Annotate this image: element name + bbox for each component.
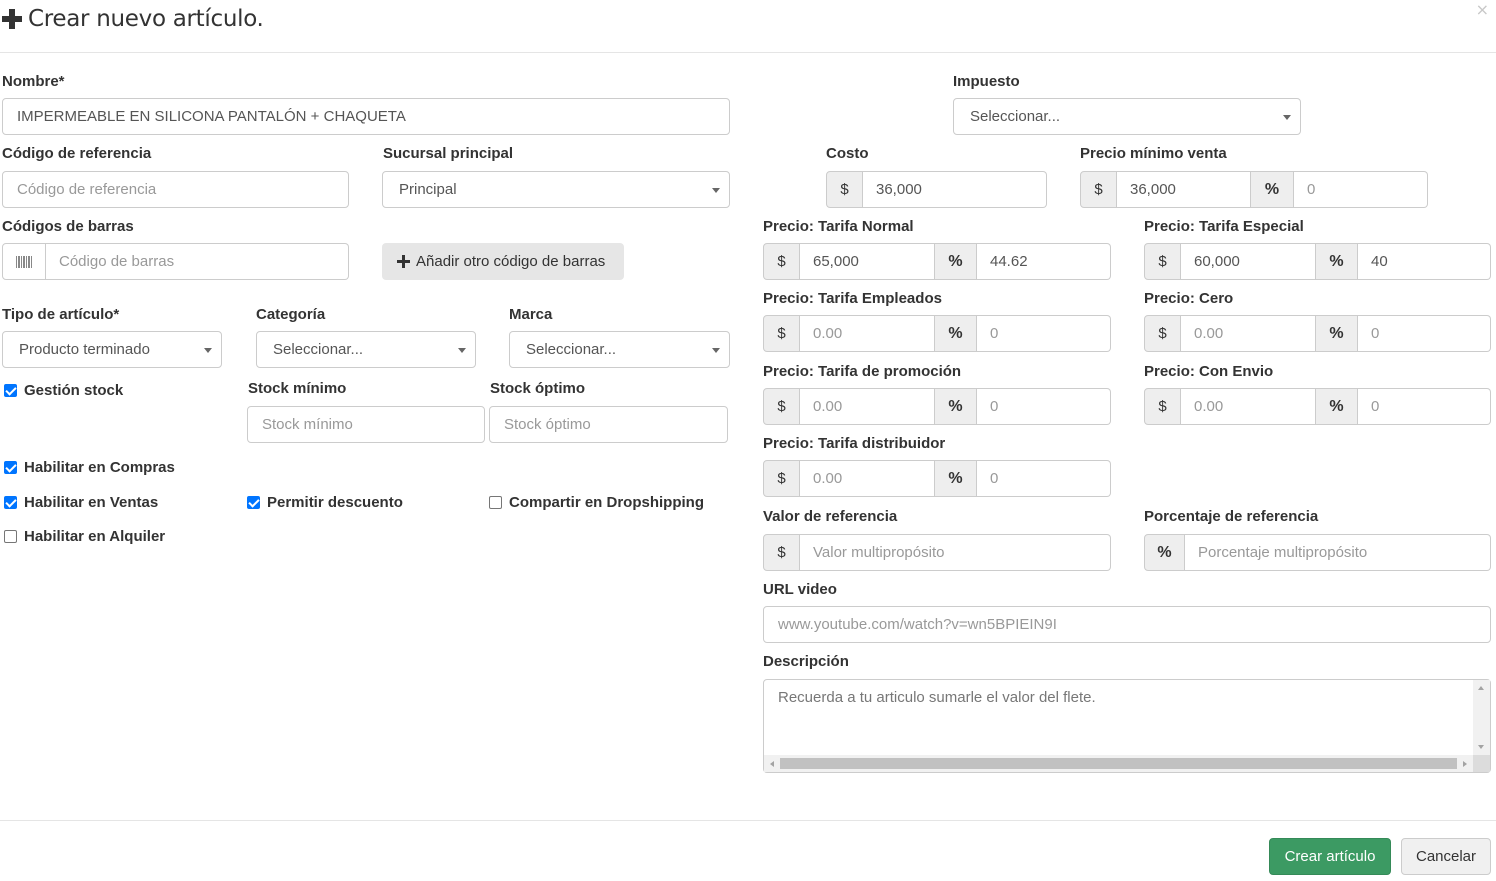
permitir-descuento-checkbox[interactable]: [247, 494, 403, 511]
nombre-input[interactable]: IMPERMEABLE EN SILICONA PANTALÓN + CHAQUETA: [2, 98, 730, 135]
scroll-thumb[interactable]: [780, 758, 1457, 769]
tarifa-label: Precio: Tarifa Empleados: [763, 290, 942, 307]
compartir-dropshipping-label: Compartir en Dropshipping: [509, 494, 704, 511]
tarifa-group: [763, 315, 1111, 352]
costo-label: Costo: [826, 145, 869, 162]
modal-header: [0, 0, 1496, 53]
dollar-addon: $: [826, 171, 863, 208]
url-video-input[interactable]: www.youtube.com/watch?v=wn5BPIEIN9I: [763, 606, 1491, 643]
tarifa-label: Precio: Tarifa Especial: [1144, 218, 1304, 235]
percent-addon: %: [1144, 534, 1185, 571]
tarifa-label: Precio: Tarifa de promoción: [763, 363, 962, 380]
tipo-articulo-label: Tipo de artículo*: [2, 306, 120, 323]
plus-icon: [2, 9, 22, 29]
percent-addon: %: [935, 388, 977, 425]
tarifa-group: [1144, 388, 1491, 425]
tarifa-label: Precio: Tarifa Normal: [763, 218, 914, 235]
codigo-barras-input[interactable]: Código de barras: [46, 243, 349, 280]
resize-handle[interactable]: [1473, 755, 1490, 772]
costo-input[interactable]: 36,000: [863, 171, 1047, 208]
modal-title-text: Crear nuevo artículo.: [28, 6, 264, 32]
tarifa-price-input[interactable]: 65,000: [800, 243, 935, 280]
tarifa-pct-input[interactable]: 44.62: [977, 243, 1111, 280]
checkbox-checked-icon: [4, 496, 17, 509]
caret-down-icon: [712, 348, 720, 353]
horizontal-scrollbar[interactable]: [764, 755, 1473, 772]
plus-icon: [397, 255, 410, 268]
porcentaje-referencia-group: [1144, 534, 1491, 571]
precio-minimo-input[interactable]: 36,000: [1117, 171, 1251, 208]
footer-divider: [0, 820, 1496, 821]
porcentaje-referencia-input[interactable]: Porcentaje multipropósito: [1185, 534, 1491, 571]
impuesto-select[interactable]: [953, 98, 1301, 135]
codigo-referencia-input[interactable]: Código de referencia: [2, 171, 349, 208]
impuesto-value: Seleccionar...: [970, 108, 1061, 125]
nombre-label: Nombre*: [2, 73, 65, 90]
categoria-value: Seleccionar...: [273, 341, 364, 358]
checkbox-checked-icon: [4, 384, 17, 397]
codigo-referencia-label: Código de referencia: [2, 145, 152, 162]
tarifa-price-input[interactable]: 60,000: [1181, 243, 1316, 280]
habilitar-alquiler-checkbox[interactable]: [4, 528, 165, 545]
compartir-dropshipping-checkbox[interactable]: [489, 494, 704, 511]
tarifa-label: Precio: Tarifa distribuidor: [763, 435, 946, 452]
habilitar-compras-label: Habilitar en Compras: [24, 459, 175, 476]
close-icon[interactable]: ×: [1475, 0, 1489, 19]
percent-addon: %: [1316, 243, 1358, 280]
tarifa-group: [763, 460, 1111, 497]
dollar-addon: $: [1144, 388, 1181, 425]
tarifa-price-input[interactable]: 0.00: [800, 315, 935, 352]
dollar-addon: $: [1144, 243, 1181, 280]
precio-minimo-pct-input[interactable]: 0: [1294, 171, 1428, 208]
barcode-icon: [16, 256, 32, 268]
tarifa-pct-input[interactable]: 0: [977, 315, 1111, 352]
sucursal-select[interactable]: [382, 171, 730, 208]
habilitar-ventas-label: Habilitar en Ventas: [24, 494, 159, 511]
checkbox-checked-icon: [247, 496, 260, 509]
descripcion-textarea[interactable]: [763, 679, 1491, 773]
tarifa-pct-input[interactable]: 0: [977, 388, 1111, 425]
tarifa-pct-input[interactable]: 40: [1358, 243, 1491, 280]
tarifa-pct-input[interactable]: 0: [1358, 315, 1491, 352]
tarifa-group: [763, 243, 1111, 280]
dollar-addon: $: [763, 388, 800, 425]
dollar-addon: $: [1080, 171, 1117, 208]
dollar-addon: $: [763, 315, 800, 352]
dollar-addon: $: [763, 243, 800, 280]
tarifa-price-input[interactable]: 0.00: [800, 460, 935, 497]
percent-addon: %: [935, 460, 977, 497]
caret-down-icon: [204, 348, 212, 353]
dollar-addon: $: [1144, 315, 1181, 352]
scroll-right-icon[interactable]: [1463, 761, 1467, 767]
add-barcode-button[interactable]: [382, 243, 624, 280]
tarifa-pct-input[interactable]: 0: [1358, 388, 1491, 425]
tipo-articulo-select[interactable]: [2, 331, 222, 368]
sucursal-label: Sucursal principal: [383, 145, 514, 162]
codigo-barras-group: [2, 243, 349, 280]
checkbox-unchecked-icon: [489, 496, 502, 509]
tarifa-label: Precio: Con Envio: [1144, 363, 1274, 380]
descripcion-label: Descripción: [763, 653, 849, 670]
tarifa-group: [763, 388, 1111, 425]
stock-minimo-input[interactable]: Stock mínimo: [247, 406, 485, 443]
stock-minimo-label: Stock mínimo: [248, 380, 347, 397]
caret-down-icon: [1283, 115, 1291, 120]
categoria-label: Categoría: [256, 306, 326, 323]
categoria-select[interactable]: [256, 331, 476, 368]
gestion-stock-checkbox[interactable]: [4, 382, 123, 399]
percent-addon: %: [1251, 171, 1294, 208]
valor-referencia-input[interactable]: Valor multipropósito: [800, 534, 1111, 571]
tarifa-price-input[interactable]: 0.00: [800, 388, 935, 425]
scroll-left-icon[interactable]: [770, 761, 774, 767]
tarifa-pct-input[interactable]: 0: [977, 460, 1111, 497]
tarifa-price-input[interactable]: 0.00: [1181, 315, 1316, 352]
stock-optimo-input[interactable]: Stock óptimo: [489, 406, 728, 443]
permitir-descuento-label: Permitir descuento: [267, 494, 403, 511]
checkbox-unchecked-icon: [4, 530, 17, 543]
tarifa-group: [1144, 315, 1491, 352]
checkbox-checked-icon: [4, 461, 17, 474]
barcode-addon: [2, 243, 46, 280]
porcentaje-referencia-label: Porcentaje de referencia: [1144, 508, 1319, 525]
valor-referencia-label: Valor de referencia: [763, 508, 898, 525]
add-barcode-label: Añadir otro código de barras: [416, 253, 606, 270]
tarifa-price-input[interactable]: 0.00: [1181, 388, 1316, 425]
percent-addon: %: [935, 243, 977, 280]
dollar-addon: $: [763, 460, 800, 497]
codigos-barras-label: Códigos de barras: [2, 218, 134, 235]
percent-addon: %: [1316, 315, 1358, 352]
stock-optimo-label: Stock óptimo: [490, 380, 586, 397]
habilitar-alquiler-label: Habilitar en Alquiler: [24, 528, 166, 545]
create-article-button[interactable]: Crear artículo: [1269, 838, 1391, 875]
cancel-button[interactable]: Cancelar: [1401, 838, 1491, 875]
habilitar-compras-checkbox[interactable]: [4, 459, 175, 476]
percent-addon: %: [1316, 388, 1358, 425]
caret-down-icon: [458, 348, 466, 353]
marca-select[interactable]: [509, 331, 730, 368]
tarifa-label: Precio: Cero: [1144, 290, 1234, 307]
sucursal-value: Principal: [399, 181, 457, 198]
impuesto-label: Impuesto: [953, 73, 1020, 90]
tarifa-group: [1144, 243, 1491, 280]
gestion-stock-label: Gestión stock: [24, 382, 124, 399]
habilitar-ventas-checkbox[interactable]: [4, 494, 158, 511]
precio-minimo-group: [1080, 171, 1428, 208]
modal-title: [2, 6, 264, 32]
marca-label: Marca: [509, 306, 553, 323]
url-video-label: URL video: [763, 581, 837, 598]
caret-down-icon: [712, 188, 720, 193]
descripcion-placeholder: Recuerda a tu articulo sumarle el valor del flete.: [778, 689, 1096, 706]
tipo-articulo-value: Producto terminado: [19, 341, 150, 358]
precio-minimo-label: Precio mínimo venta: [1080, 145, 1227, 162]
marca-value: Seleccionar...: [526, 341, 617, 358]
scroll-up-icon[interactable]: [1478, 686, 1484, 690]
valor-referencia-group: [763, 534, 1111, 571]
scroll-down-icon[interactable]: [1478, 745, 1484, 749]
percent-addon: %: [935, 315, 977, 352]
costo-group: [826, 171, 1047, 208]
vertical-scrollbar[interactable]: [1473, 680, 1490, 755]
dollar-addon: $: [763, 534, 800, 571]
